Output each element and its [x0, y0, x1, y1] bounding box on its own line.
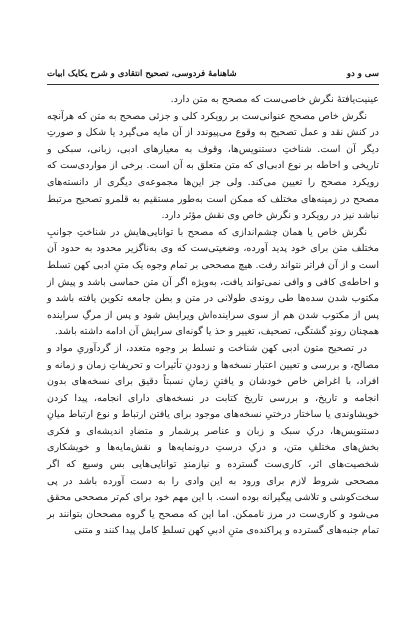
- page-header: [47, 66, 379, 82]
- paragraph: نگرش خاص یا همان چشم‌اندازی که مصحح با توانایی‌هایش در شناختِ جوانبِ مختلف متن برای خود پدید آورده، وضعیتی‌ست که وی به‌ناگزیر محدود به حدود آن است و از آن فراتر نتواند رفت. هیچ مصححی بر تمام وجوه یک متنِ ادبی کهن تسلط و احاطه‌ی کافی و وافی نمی‌تواند یافت، به‌ویژه اگر آن متن حماسی باشد و پیش از مکتوب شدن سده‌ها طی روندی طولانی در متن و بطن جامعه تکوین یافته باشد و پس از مکتوب شدن هم از سوی سراینده‌اش ویرایش شود و پس از مرگِ سراینده همچنان روندِ گشتگی، تصحیف، تغییر و حذ یا گونه‌ای سرایش آن ادامه داشته باشد.: [47, 226, 379, 338]
- paragraph: نگرش خاص مصحح عنوانی‌ست بر رویکرد کلی و جزئی مصحح به متن که هرآنچه در کنش نقد و عمل تصحیح به وقوع می‌پیوندد از آن مایه می‌گیرد یا شکل و صورتِ دیگر آن است. شناختِ دستنویس‌ها، وقوف به معیارهای ادبی، زبانی، سبکی و تاریخی و احاطه بر نوع ادبی‌ای که متن متعلق به آن است. برخی از مواردی‌ست که رویکرد مصحح را تعیین می‌کند. ولی جز این‌ها مجموعه‌ی دیگری از دانسته‌های مصحح در زمینه‌های مختلف که ممکن است به‌طور مستقیم به قلمرو تصحیح مرتبط نباشد نیز در رویکرد و نگرش خاص وی نقش مؤثر دارد.: [47, 110, 379, 222]
- running-title: شاهنامهٔ فردوسی، تصحیح انتقادی و شرح یکایک ابیات: [47, 69, 237, 79]
- page-number: سی و دو: [346, 69, 379, 79]
- paragraph: در تصحیح متون ادبی کهن شناخت و تسلط بر وجوه متعدد، از گردآوریِ مواد و مصالح، و بررسی و تعیین اعتبار نسخه‌ها و زدودنِ تأثیرات و تحریفاتِ زمان و زمانه و افراد، با اغراض خاص خودشان و یافتنِ زمانِ نسبتاً دقیق برای نسخه‌های بدون انجامه و تاریخ، و بررسی تاریخ کتابت در نسخه‌های دارای انجامه، پیدا کردن خویشاوندی یا ساختار درختیِ نسخه‌های موجود برای یافتن ارتباط و نوع ارتباط میانِ دستنویس‌ها، درکِ سبک و زبان و عناصر پرشمار و متضادِ اندیشه‌ای و فکری بخش‌های مختلفِ متن، و درکِ درستِ درونمایه‌ها و نقش‌مایه‌ها و خویشکاری شخصیت‌های اثر، کاری‌ست گسترده و نیازمندِ توانایی‌هایی بس وسیع که اگر مصححی شروط لازم برای ورود به این وادی را به دست آورده باشد در پی سخت‌کوشی و تلاشی پیگیرانه بوده است. با این مهم خود برای کم‌تر مصححی محقق می‌شود و کاری‌ست در مرز ناممکن. اما این که مصحح یا گروه مصححان بتوانند بر تمام جنبه‌های گسترده و پراکنده‌ی متنِ ادبیِ کهن تسلطِ کامل پیدا کنند و متنی: [47, 342, 379, 537]
- body-text: [47, 92, 379, 540]
- paragraph: عینیت‌یافتهٔ نگرش خاصی‌ست که مصحح به متن دارد.: [170, 94, 379, 105]
- header-rule: [47, 84, 379, 85]
